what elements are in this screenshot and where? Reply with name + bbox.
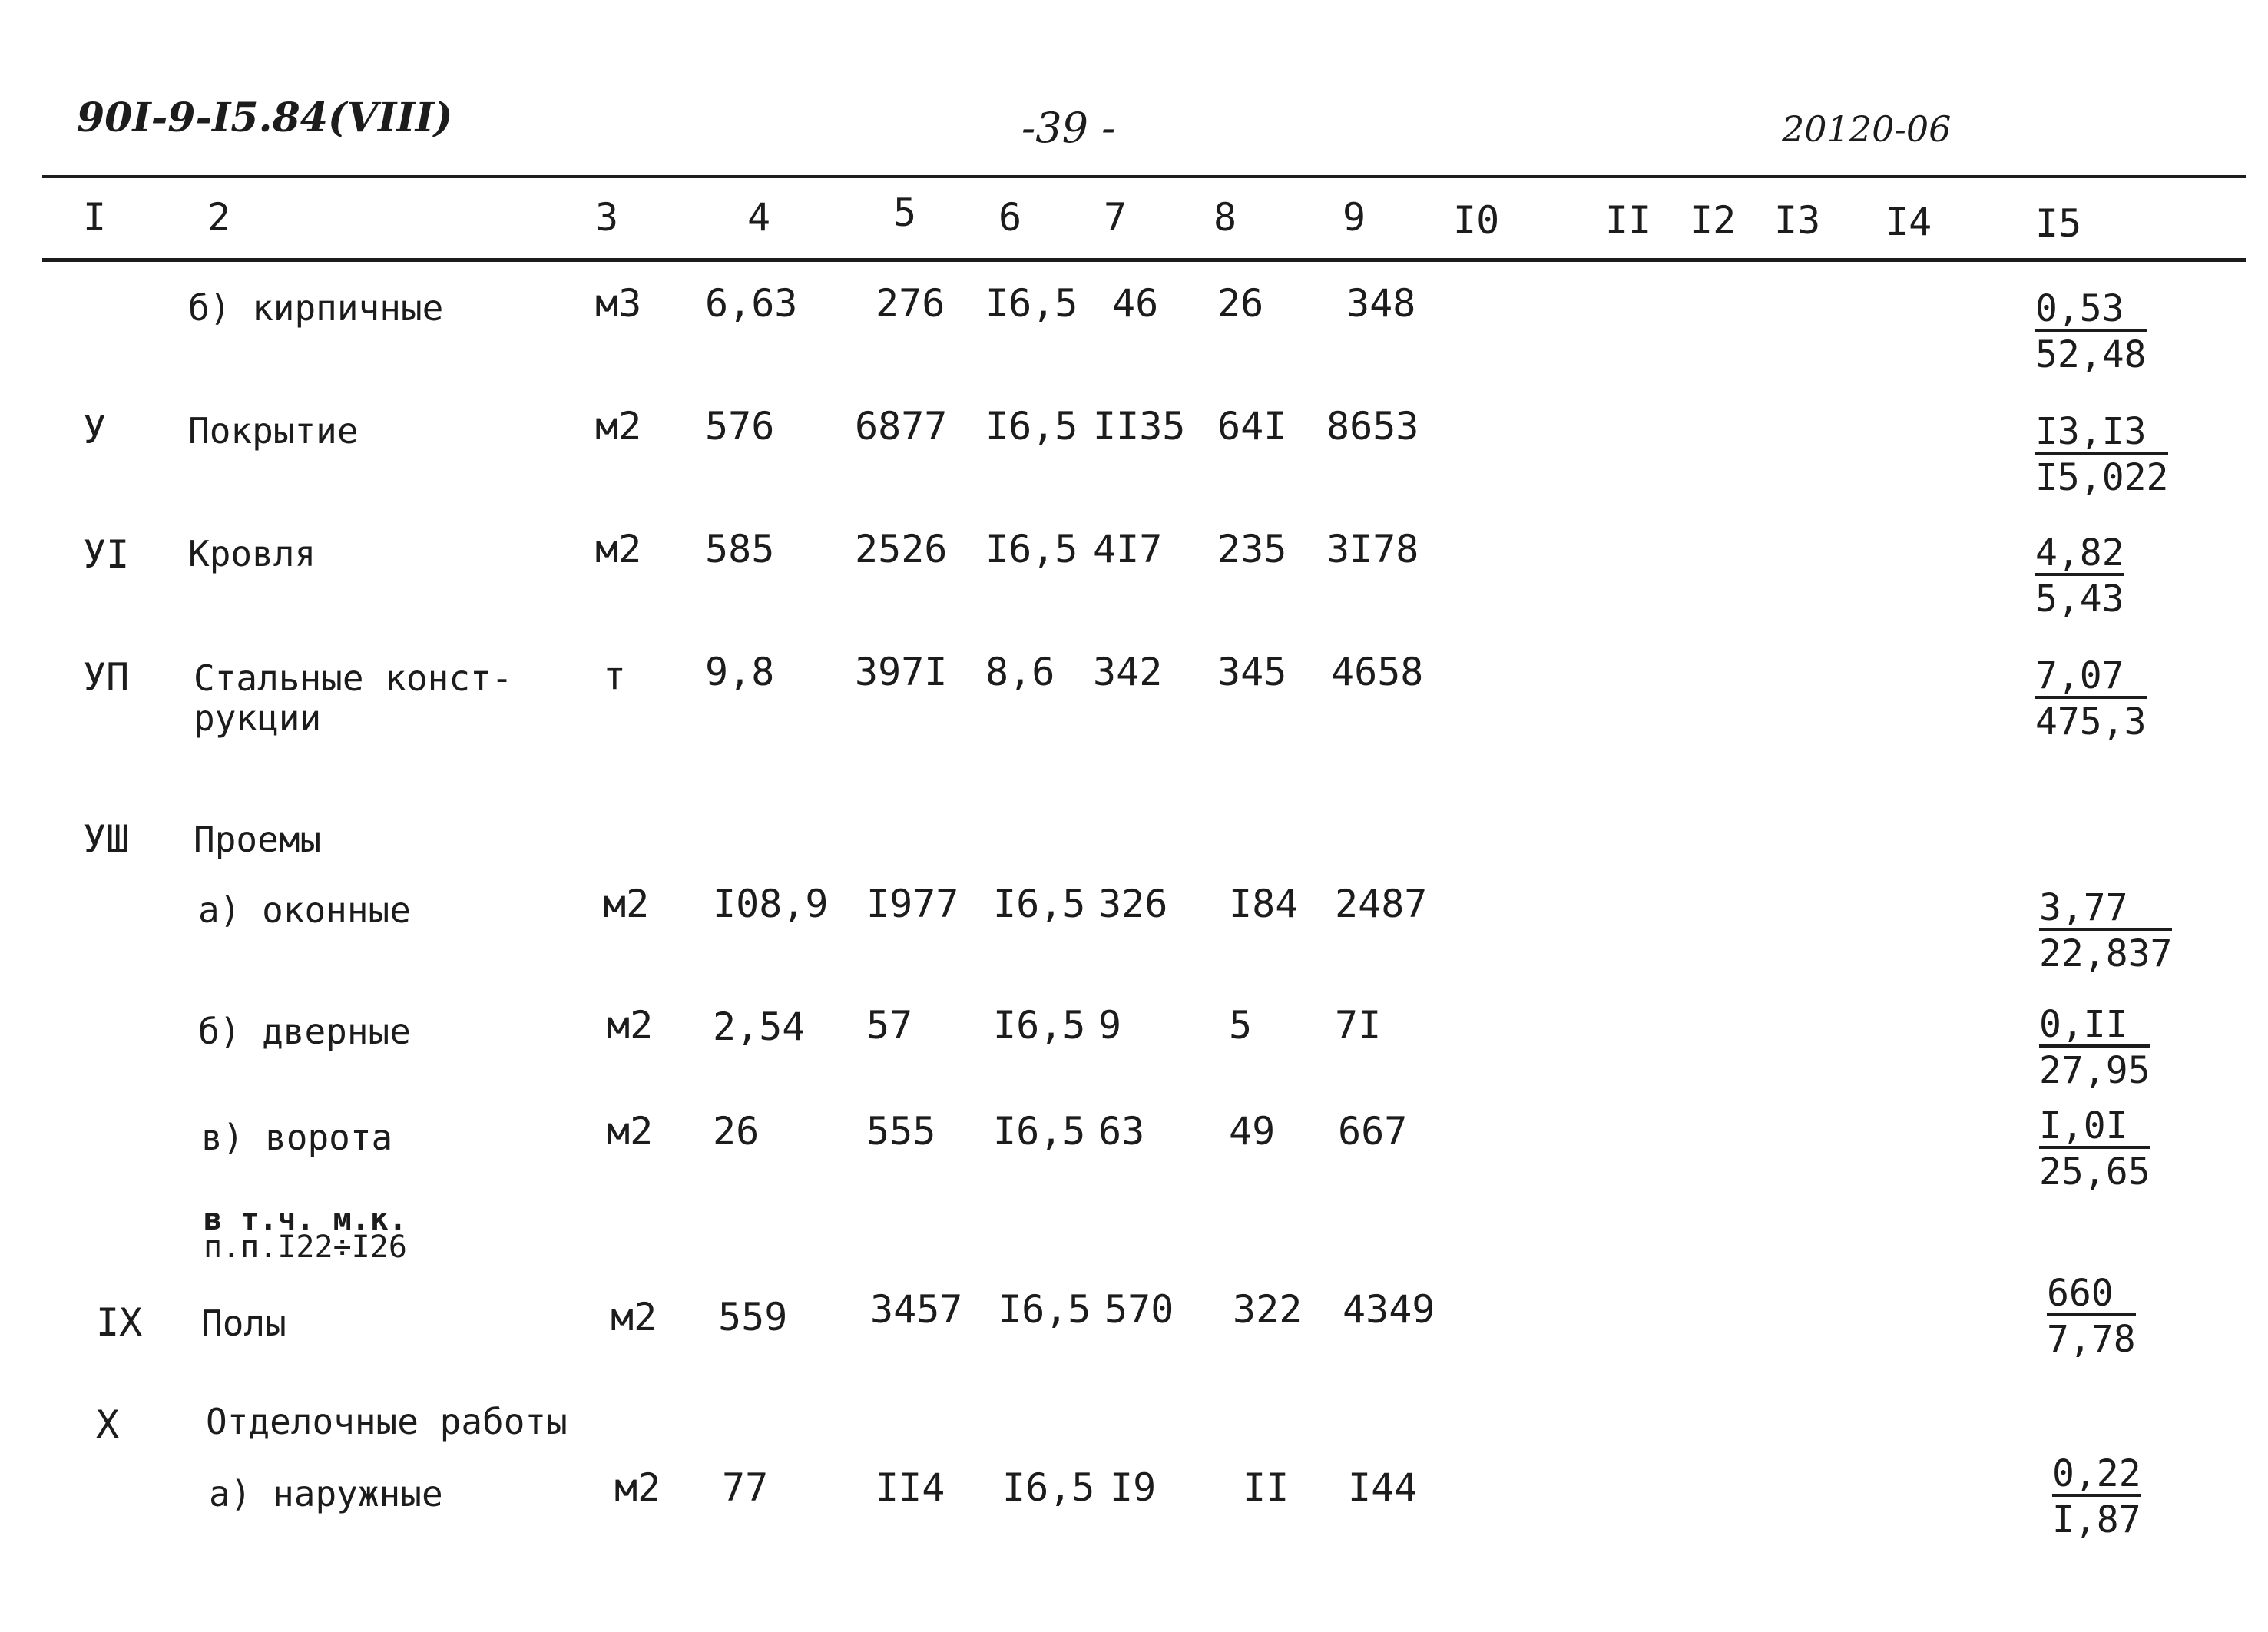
fraction-numerator: 3,77 (2039, 889, 2172, 931)
cell-col4: I08,9 (713, 882, 829, 926)
table-header-rule (42, 258, 2246, 262)
reference-number: 20120-06 (1782, 108, 1952, 150)
cell-col9: 2487 (1335, 882, 1428, 926)
cell-col5: 555 (866, 1109, 936, 1154)
cell-col7: 570 (1104, 1287, 1174, 1332)
row-name: Покрытие (188, 410, 359, 452)
cell-col15-fraction (2052, 1452, 2141, 1541)
cell-col5: 397I (855, 650, 948, 694)
fraction-numerator: I,0I (2039, 1107, 2150, 1149)
row-number: X (96, 1402, 120, 1447)
fraction-denominator: 25,65 (2039, 1150, 2150, 1193)
column-header: 6 (998, 195, 1022, 240)
cell-col4: 2,54 (713, 1005, 806, 1049)
cell-col15-fraction (2035, 654, 2147, 743)
cell-col5: 2526 (855, 527, 948, 571)
cell-col7: 46 (1112, 281, 1159, 326)
cell-col8: 235 (1217, 527, 1287, 571)
row-unit: м2 (607, 1003, 654, 1048)
column-header: 9 (1343, 195, 1366, 240)
row-name: б) дверные (198, 1011, 411, 1052)
row-unit: м2 (611, 1295, 657, 1339)
column-header: 3 (595, 195, 619, 240)
cell-col4: 585 (705, 527, 775, 571)
cell-col15-fraction (2047, 1272, 2136, 1361)
cell-col15-fraction (2035, 531, 2124, 621)
page-number: -39 - (1021, 104, 1116, 152)
fraction-numerator: 0,22 (2052, 1452, 2141, 1495)
cell-col8: II (1243, 1465, 1290, 1510)
fraction-denominator: I,87 (2052, 1498, 2141, 1541)
cell-col4: 9,8 (705, 650, 775, 694)
cell-col9: 4349 (1343, 1287, 1435, 1332)
cell-col9: 3I78 (1326, 527, 1419, 571)
row-unit: м2 (603, 882, 650, 926)
fraction-denominator: 52,48 (2035, 333, 2147, 376)
cell-col5: 6877 (855, 404, 948, 449)
row-number: IX (96, 1300, 143, 1345)
cell-col6: I6,5 (985, 281, 1078, 326)
row-number: У (83, 408, 107, 452)
cell-col5: 57 (866, 1003, 913, 1048)
fraction-numerator: I3,I3 (2035, 413, 2168, 455)
row-name: б) кирпичные (188, 287, 444, 329)
cell-col5: 276 (876, 281, 945, 326)
cell-col15-fraction (2035, 287, 2147, 376)
cell-col8: 49 (1229, 1109, 1276, 1154)
fraction-denominator: 7,78 (2047, 1318, 2136, 1361)
row-name: а) оконные (198, 889, 411, 931)
row-name: в) ворота (201, 1117, 393, 1158)
row-name: Проемы (194, 819, 322, 860)
fraction-numerator: 7,07 (2035, 657, 2147, 699)
column-header: 4 (747, 195, 771, 240)
row-unit: м2 (595, 404, 642, 449)
cell-col5: I977 (866, 882, 959, 926)
cell-col6: I6,5 (1002, 1465, 1095, 1510)
row-unit: м2 (607, 1109, 654, 1154)
cell-col9: 4658 (1331, 650, 1424, 694)
fraction-denominator: 27,95 (2039, 1049, 2150, 1092)
cell-col8: 26 (1217, 281, 1264, 326)
row-unit: м3 (595, 281, 642, 326)
cell-col15-fraction (2039, 1003, 2150, 1092)
column-header: II (1605, 198, 1652, 243)
cell-col4: 26 (713, 1109, 760, 1154)
cell-col9: 7I (1335, 1003, 1382, 1048)
cell-col6: I6,5 (993, 1109, 1086, 1154)
cell-col9: 348 (1346, 281, 1416, 326)
cell-col7: 326 (1098, 882, 1168, 926)
cell-col8: I84 (1229, 882, 1299, 926)
row-unit: м2 (614, 1465, 661, 1510)
row-unit: т (603, 654, 627, 698)
cell-col5: II4 (876, 1465, 945, 1510)
cell-col7: II35 (1093, 404, 1186, 449)
cell-col8: 322 (1233, 1287, 1303, 1332)
cell-col15-fraction (2039, 886, 2173, 975)
column-header: 7 (1104, 195, 1127, 240)
cell-col4: 6,63 (705, 281, 798, 326)
cell-col15-fraction (2035, 410, 2169, 499)
row-number: УП (83, 655, 130, 700)
row-note-continuation: п.п.I22÷I26 (204, 1230, 407, 1265)
cell-col15-fraction (2039, 1104, 2150, 1193)
column-header: I2 (1690, 198, 1737, 243)
cell-col6: I6,5 (985, 404, 1078, 449)
row-name: Отделочные работы (206, 1401, 568, 1442)
fraction-denominator: 5,43 (2035, 578, 2124, 621)
table-top-rule (42, 175, 2246, 178)
fraction-denominator: I5,022 (2035, 456, 2169, 499)
fraction-numerator: 0,53 (2035, 290, 2147, 332)
fraction-numerator: 0,II (2039, 1006, 2150, 1048)
row-name: Полы (201, 1303, 286, 1344)
cell-col7: 342 (1093, 650, 1163, 694)
column-header: I (83, 195, 107, 240)
row-number: УI (83, 532, 130, 577)
cell-col6: I6,5 (993, 1003, 1086, 1048)
fraction-numerator: 4,82 (2035, 531, 2124, 574)
cell-col8: 345 (1217, 650, 1287, 694)
cell-col6: I6,5 (998, 1287, 1091, 1332)
column-header: I5 (2035, 201, 2082, 246)
cell-col7: 63 (1098, 1109, 1145, 1154)
fraction-denominator: 475,3 (2035, 700, 2147, 743)
column-header: I0 (1453, 198, 1500, 243)
cell-col8: 5 (1229, 1003, 1253, 1048)
cell-col6: I6,5 (993, 882, 1086, 926)
cell-col4: 559 (718, 1295, 788, 1339)
cell-col7: 4I7 (1093, 527, 1163, 571)
cell-col5: 3457 (870, 1287, 963, 1332)
row-number: УШ (83, 817, 130, 862)
cell-col9: I44 (1348, 1465, 1418, 1510)
cell-col9: 667 (1338, 1109, 1408, 1154)
row-name-continuation: рукции (194, 697, 322, 739)
fraction-denominator: 22,837 (2039, 932, 2173, 975)
cell-col9: 8653 (1326, 404, 1419, 449)
row-name: Кровля (188, 533, 316, 574)
cell-col4: 77 (722, 1465, 769, 1510)
row-name: а) наружные (209, 1473, 443, 1514)
column-header: 2 (207, 195, 231, 240)
column-header: 8 (1213, 195, 1237, 240)
document-code: 90I-9-I5.84(VIII) (77, 94, 453, 141)
column-header: 5 (893, 190, 917, 235)
cell-col4: 576 (705, 404, 775, 449)
cell-col6: 8,6 (985, 650, 1055, 694)
cell-col7: 9 (1098, 1003, 1122, 1048)
row-name: Стальные конст- (194, 657, 513, 699)
column-header: I3 (1774, 198, 1821, 243)
column-header: I4 (1886, 200, 1932, 244)
cell-col6: I6,5 (985, 527, 1078, 571)
row-note: в т.ч. м.к. (204, 1202, 407, 1237)
cell-col7: I9 (1110, 1465, 1157, 1510)
cell-col8: 64I (1217, 404, 1287, 449)
row-unit: м2 (595, 527, 642, 571)
fraction-numerator: 660 (2047, 1275, 2136, 1316)
